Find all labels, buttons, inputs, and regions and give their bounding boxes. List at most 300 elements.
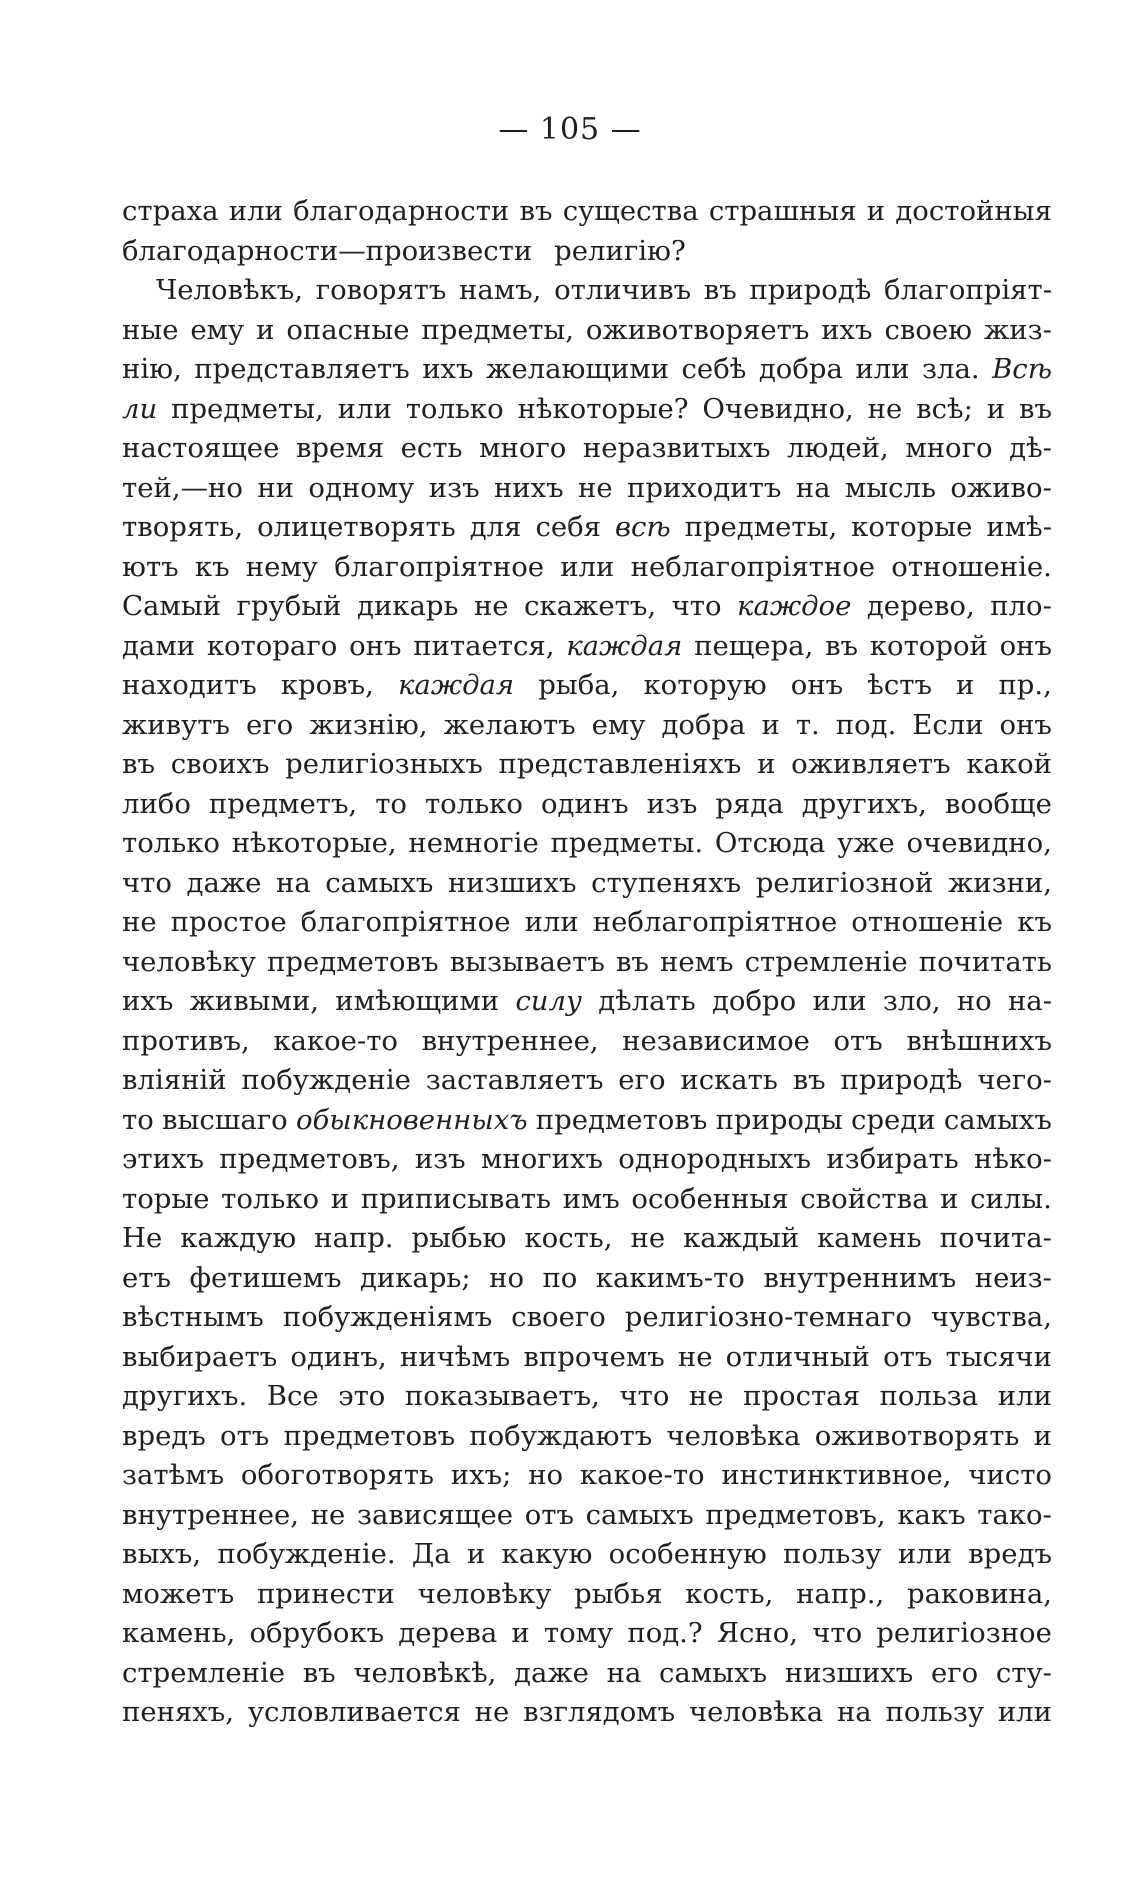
- word: и: [866, 195, 886, 227]
- word: немногіе: [408, 827, 539, 859]
- word: либо: [122, 787, 191, 820]
- word: заставляетъ: [425, 1064, 604, 1096]
- word: какимъ-то: [595, 1261, 745, 1294]
- word: человѣка: [689, 1696, 824, 1728]
- word: предметы,: [171, 392, 324, 425]
- word: особенныя: [631, 1182, 789, 1215]
- word: зависящее: [356, 1498, 514, 1531]
- word: пользу: [783, 1538, 882, 1570]
- word: говорятъ: [315, 274, 447, 306]
- text-line: [122, 1496, 1052, 1536]
- word: противъ,: [122, 1024, 250, 1057]
- word: по: [542, 1261, 578, 1294]
- word: тому: [543, 1617, 614, 1649]
- word: фетишемъ: [189, 1261, 342, 1294]
- word: под.?: [627, 1617, 703, 1649]
- word: пещера,: [694, 629, 814, 662]
- word: [122, 390, 157, 430]
- word: своею: [884, 313, 973, 346]
- word: и: [940, 1182, 959, 1215]
- emphasis: ли: [122, 392, 158, 425]
- word: какую: [501, 1538, 593, 1570]
- word: напр.: [314, 1222, 394, 1254]
- word: дерева: [398, 1617, 498, 1649]
- word: побужденіямъ: [282, 1301, 493, 1333]
- word: себѣ: [681, 353, 747, 385]
- text-line: [122, 390, 1052, 430]
- word: [566, 627, 682, 667]
- word: желающими: [486, 353, 670, 385]
- word: благопріят-: [884, 274, 1052, 306]
- word: или: [997, 1380, 1052, 1412]
- text-line: [122, 1456, 1052, 1496]
- word: въ: [703, 274, 737, 306]
- word: вообще: [944, 787, 1052, 820]
- word: добро: [712, 985, 797, 1017]
- word: самыхъ: [943, 1103, 1052, 1136]
- word: человѣку: [122, 945, 256, 978]
- word: отъ: [833, 1024, 883, 1057]
- word: низшихъ: [784, 1656, 914, 1689]
- word: [992, 350, 1052, 390]
- word: нію,: [122, 353, 182, 385]
- word: какое-то: [579, 1459, 705, 1491]
- word: онъ: [790, 669, 844, 701]
- word: на: [275, 866, 311, 899]
- word: или: [997, 1696, 1052, 1728]
- word: одинъ,: [290, 1340, 387, 1373]
- word: изъ: [428, 471, 480, 504]
- word: для: [469, 511, 522, 543]
- word: представленіяхъ: [498, 748, 742, 780]
- word: ему: [190, 313, 245, 346]
- text-line: [122, 745, 1052, 785]
- text-line: [122, 1535, 1052, 1575]
- word: на: [836, 1696, 872, 1728]
- word: религіозной: [755, 866, 934, 899]
- word: только: [221, 1182, 320, 1215]
- text-line: [122, 903, 1052, 943]
- word: тако-: [977, 1498, 1052, 1531]
- word: много: [479, 432, 567, 464]
- word: рыбью: [411, 1222, 507, 1254]
- word: Очевидно,: [702, 392, 854, 425]
- emphasis: каждая: [398, 669, 515, 701]
- word: Если: [912, 708, 984, 741]
- word: дами: [122, 629, 196, 662]
- word: но: [528, 1459, 564, 1491]
- word: въ: [1019, 392, 1052, 425]
- word: вредъ: [122, 1419, 206, 1452]
- word: ихъ: [821, 313, 873, 346]
- word: вредъ: [968, 1538, 1052, 1570]
- word: время: [295, 432, 385, 464]
- word: въ: [825, 629, 859, 662]
- word: въ: [792, 1064, 826, 1096]
- text-line: [122, 429, 1052, 469]
- word: только: [122, 827, 220, 859]
- word: выбираетъ: [122, 1340, 278, 1373]
- word: камень,: [122, 1617, 236, 1649]
- word: ютъ: [122, 550, 179, 583]
- text-line: [122, 508, 1052, 548]
- word: много: [905, 432, 993, 464]
- word: предметовъ: [267, 945, 439, 978]
- word: его: [245, 708, 294, 741]
- word: къ: [1017, 906, 1052, 938]
- word: благопріятное: [334, 550, 545, 583]
- word: неразвитыхъ: [582, 432, 771, 464]
- text-line: [122, 232, 1052, 272]
- word: которую: [643, 669, 767, 701]
- word: религію?: [554, 234, 686, 267]
- word: пр.,: [998, 669, 1052, 701]
- word: то: [122, 1103, 154, 1136]
- word: самыхъ: [325, 866, 434, 899]
- word: и: [757, 748, 776, 780]
- word: побужденіе.: [217, 1538, 396, 1570]
- word: имѣющими: [335, 985, 500, 1017]
- word: неблагопріятное: [592, 906, 838, 938]
- word: однородныхъ: [618, 1143, 811, 1175]
- word: неиз-: [974, 1261, 1052, 1294]
- word: простая: [743, 1380, 860, 1412]
- paragraph: [122, 271, 1052, 1733]
- word: другихъ,: [801, 787, 927, 820]
- text-line: [122, 1140, 1052, 1180]
- word: показываетъ,: [404, 1380, 600, 1412]
- word: человѣкѣ,: [353, 1656, 497, 1689]
- word: предметовъ,: [705, 1498, 886, 1531]
- word: грубый: [236, 590, 342, 622]
- word: обоготворять: [240, 1459, 434, 1491]
- word: находитъ: [122, 669, 257, 701]
- word: независимое: [622, 1024, 810, 1057]
- word: отъ: [524, 1498, 574, 1531]
- text-line: [122, 271, 1052, 311]
- word: и: [1033, 1419, 1052, 1452]
- word: это: [338, 1380, 386, 1412]
- word: избирать: [826, 1143, 959, 1175]
- word: напр.,: [796, 1577, 885, 1610]
- word: Человѣкъ,: [156, 274, 304, 306]
- word: въ: [519, 195, 553, 227]
- word: Не: [122, 1222, 163, 1254]
- word: желаютъ: [443, 708, 576, 741]
- word: не: [578, 471, 613, 504]
- word: себя: [535, 511, 602, 543]
- word: самыхъ: [659, 1656, 768, 1689]
- word: етъ: [122, 1261, 171, 1294]
- word: ничѣмъ: [399, 1340, 511, 1373]
- word: польза: [879, 1380, 979, 1412]
- word: свойства: [800, 1182, 929, 1215]
- word: торые: [122, 1182, 210, 1215]
- word: отличный: [725, 1340, 870, 1373]
- word: своего: [511, 1301, 606, 1333]
- word: представляетъ: [194, 353, 410, 385]
- word: вызываетъ: [449, 945, 605, 978]
- word: стремленіе: [744, 945, 908, 978]
- word: самыхъ: [585, 1498, 694, 1531]
- word: низшихъ: [447, 866, 577, 899]
- word: Ясно,: [716, 1617, 799, 1649]
- word: оживотворять: [814, 1419, 1020, 1452]
- word: можетъ: [122, 1577, 235, 1610]
- text-line: [122, 469, 1052, 509]
- word: одинъ: [540, 787, 629, 820]
- word: зло,: [882, 985, 941, 1017]
- text-line: [122, 1180, 1052, 1220]
- word: одному: [308, 471, 415, 504]
- word: неблагопріятное: [630, 550, 876, 583]
- word: пеняхъ,: [122, 1696, 235, 1728]
- word: почитать: [918, 945, 1052, 978]
- word: оживляетъ: [791, 748, 951, 780]
- word: олицетворять: [257, 511, 456, 543]
- word: творять,: [122, 511, 244, 543]
- word: взглядомъ: [523, 1696, 676, 1728]
- text-line: [122, 627, 1052, 667]
- word: Самый: [122, 590, 222, 622]
- text-line: [122, 192, 1052, 232]
- word: скажетъ,: [524, 590, 657, 622]
- word: имѣ-: [986, 511, 1052, 543]
- text-line: [122, 1377, 1052, 1417]
- word: стремленіе: [122, 1656, 286, 1689]
- word: дѣлать: [598, 985, 696, 1017]
- word: и: [466, 1538, 486, 1570]
- word: [515, 982, 582, 1022]
- word: на: [606, 1656, 642, 1689]
- word: благопріятное: [300, 906, 511, 938]
- text-line: [122, 1022, 1052, 1062]
- word: или: [228, 195, 283, 227]
- text-line: [122, 311, 1052, 351]
- word: ихъ;: [450, 1459, 512, 1491]
- word: въ: [122, 748, 155, 780]
- emphasis: обыкновенныхъ: [295, 1103, 528, 1136]
- word: только: [424, 787, 523, 820]
- word: намъ,: [459, 274, 542, 306]
- word: даже: [514, 1656, 589, 1689]
- word: природы: [715, 1103, 843, 1136]
- word: то: [375, 787, 407, 820]
- word: ступеняхъ: [591, 866, 742, 899]
- word: что: [812, 1617, 863, 1649]
- body-text: [122, 192, 1052, 1733]
- emphasis: каждое: [737, 590, 852, 622]
- word: многихъ: [480, 1143, 603, 1175]
- word: немъ: [660, 945, 734, 978]
- word: всѣ;: [916, 392, 973, 425]
- word: или: [337, 392, 392, 425]
- word: искать: [680, 1064, 778, 1096]
- word: природѣ: [840, 1064, 963, 1096]
- word: живыми,: [189, 985, 320, 1017]
- word: или: [524, 906, 579, 938]
- word: не: [474, 1696, 510, 1728]
- word: но: [956, 985, 992, 1017]
- word: и: [761, 708, 780, 741]
- word: пло-: [990, 590, 1052, 622]
- word: особенную: [608, 1538, 767, 1570]
- word: человѣка: [666, 1419, 801, 1452]
- word: не: [473, 590, 509, 622]
- word: нѣкоторые,: [231, 827, 397, 859]
- word: отличивъ: [554, 274, 692, 306]
- word: изъ: [414, 1143, 466, 1175]
- word: страха: [122, 195, 219, 227]
- paragraph: [122, 192, 1052, 271]
- word: мысль: [844, 471, 936, 504]
- word: Все: [266, 1380, 319, 1412]
- page-number: — 105 —: [498, 112, 642, 147]
- word: даже: [186, 866, 262, 899]
- text-line: [122, 666, 1052, 706]
- word: под.: [835, 708, 897, 741]
- word: другихъ.: [122, 1380, 248, 1412]
- word: [615, 508, 671, 548]
- word: ряда: [715, 787, 784, 820]
- word: дикарь;: [359, 1261, 471, 1294]
- word: т.: [795, 708, 820, 741]
- word: онъ: [999, 629, 1052, 662]
- word: въ: [615, 945, 649, 978]
- word: его: [618, 1064, 666, 1096]
- word: или: [560, 550, 615, 583]
- word: побужденіе: [241, 1064, 411, 1096]
- word: внутреннее,: [421, 1024, 599, 1057]
- word: живутъ: [122, 708, 230, 741]
- word: пользу: [885, 1696, 985, 1728]
- word: благодарности—произвести: [122, 234, 533, 267]
- word: внутреннимъ: [763, 1261, 957, 1294]
- word: дѣ-: [1009, 432, 1052, 464]
- word: чего-: [977, 1064, 1052, 1096]
- word: нихъ: [493, 471, 564, 504]
- word: ѣстъ: [867, 669, 932, 701]
- word: тысячи: [945, 1340, 1052, 1373]
- word: чувства,: [930, 1301, 1052, 1333]
- text-line: [122, 1614, 1052, 1654]
- emphasis: всѣ: [614, 511, 671, 543]
- word: Да: [411, 1538, 451, 1570]
- word: есть: [400, 432, 463, 464]
- word: оживо-: [950, 471, 1052, 504]
- word: добра: [661, 708, 746, 741]
- word: и: [256, 313, 275, 346]
- word: существа: [562, 195, 699, 227]
- word: которой: [869, 629, 988, 662]
- word: среди: [851, 1103, 936, 1136]
- word: очевидно,: [906, 827, 1052, 859]
- word: какой: [966, 748, 1052, 780]
- word: опасные: [286, 313, 410, 346]
- word: высшаго: [162, 1103, 288, 1136]
- text-line: [122, 785, 1052, 825]
- text-line: [122, 1259, 1052, 1299]
- word: впрочемъ: [523, 1340, 665, 1373]
- word: рыба,: [538, 669, 620, 701]
- word: и: [986, 392, 1006, 425]
- text-line: [122, 1693, 1052, 1733]
- word: вѣстнымъ: [122, 1301, 264, 1333]
- word: не: [122, 906, 157, 938]
- word: имъ: [562, 1182, 620, 1215]
- word: [398, 666, 514, 706]
- word: выхъ,: [122, 1538, 202, 1570]
- word: религіозныхъ: [285, 748, 483, 780]
- word: нему: [245, 550, 318, 583]
- word: камень: [817, 1222, 922, 1254]
- word: вліяній: [122, 1064, 227, 1096]
- word: предметы.: [550, 827, 704, 859]
- word: раковина,: [906, 1577, 1052, 1610]
- word: уже: [837, 827, 895, 859]
- word: на-: [1007, 985, 1052, 1017]
- word: только: [405, 392, 504, 425]
- text-line: [122, 1101, 1052, 1141]
- word: людей,: [787, 432, 889, 464]
- word: не: [688, 1380, 724, 1412]
- word: [296, 1101, 528, 1141]
- word: предметы,: [684, 511, 838, 543]
- word: и: [956, 669, 975, 701]
- emphasis: силу: [515, 985, 582, 1017]
- word: какое-то: [273, 1024, 398, 1057]
- word: своихъ: [170, 748, 270, 780]
- word: инстинктивное,: [721, 1459, 952, 1491]
- word: внутреннее,: [122, 1498, 300, 1531]
- text-line: [122, 1338, 1052, 1378]
- word: религіозно-темнаго: [624, 1301, 912, 1333]
- word: къ: [194, 550, 230, 583]
- word: не: [867, 392, 903, 425]
- word: рыбья: [574, 1577, 663, 1610]
- text-line: [122, 587, 1052, 627]
- word: ихъ: [122, 985, 174, 1017]
- word: жизнію,: [309, 708, 428, 741]
- word: дерево,: [866, 590, 975, 622]
- text-line: [122, 982, 1052, 1022]
- emphasis: Всѣ: [992, 353, 1052, 385]
- word: кость,: [524, 1222, 613, 1254]
- word: тей,—но: [122, 471, 243, 504]
- text-line: [122, 943, 1052, 983]
- word: принести: [256, 1577, 395, 1610]
- word: или: [855, 353, 910, 385]
- word: каждую: [180, 1222, 297, 1254]
- word: но: [489, 1261, 524, 1294]
- text-line: [122, 1654, 1052, 1694]
- word: [737, 587, 851, 627]
- word: сту-: [995, 1656, 1052, 1689]
- word: каждый: [683, 1222, 800, 1254]
- word: человѣку: [417, 1577, 552, 1610]
- text-line: [122, 1219, 1052, 1259]
- text-line: [122, 1298, 1052, 1338]
- word: предметовъ: [283, 1419, 456, 1452]
- word: предметовъ: [535, 1103, 708, 1136]
- word: не: [630, 1222, 666, 1254]
- word: ему: [591, 708, 646, 741]
- word: и: [511, 1617, 530, 1649]
- word: зла.: [922, 353, 980, 385]
- word: которые: [851, 511, 973, 543]
- word: кровъ,: [280, 669, 374, 701]
- word: что: [671, 590, 722, 622]
